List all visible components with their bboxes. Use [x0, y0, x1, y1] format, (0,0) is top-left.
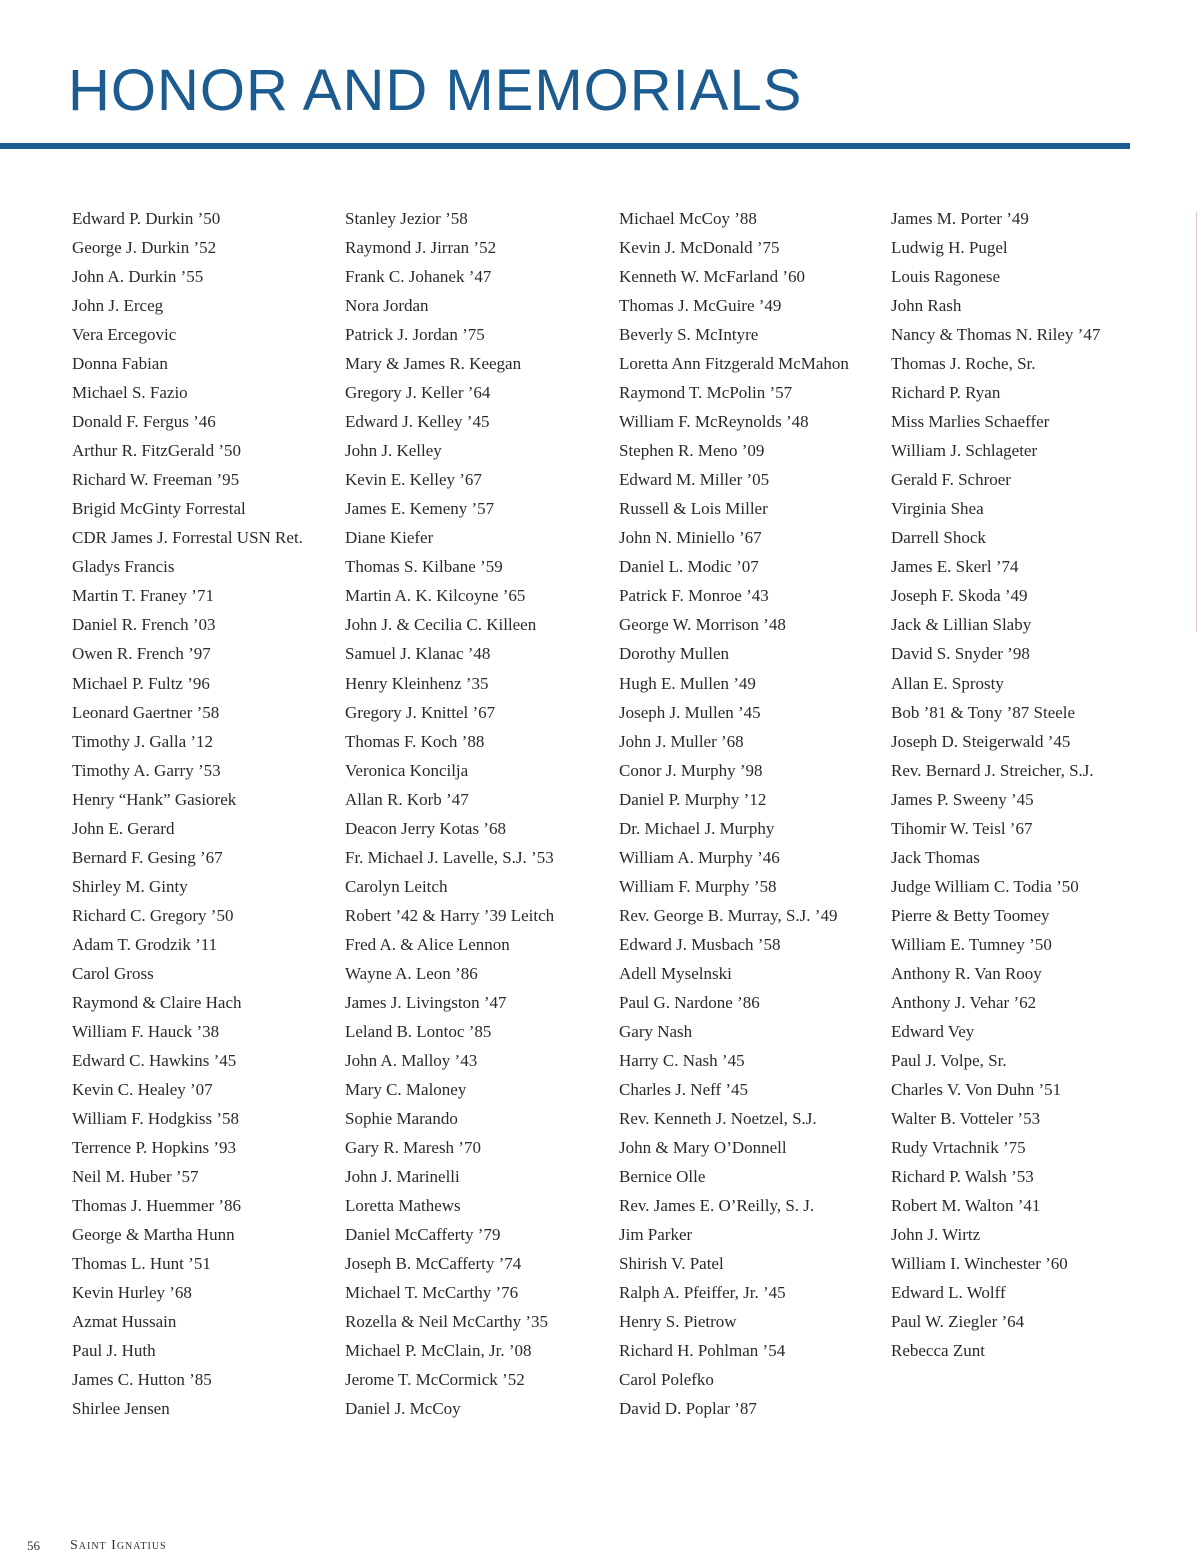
- honoree-name: William F. Murphy ’58: [619, 876, 777, 896]
- honoree-name: Stephen R. Meno ’09: [619, 441, 765, 461]
- honoree-name: Kevin E. Kelley ’67: [345, 470, 482, 490]
- honoree-name: Paul J. Huth: [72, 1341, 156, 1361]
- honoree-name: John Rash: [891, 296, 962, 316]
- honoree-name: Raymond J. Jirran ’52: [345, 238, 497, 258]
- honoree-name: Kenneth W. McFarland ’60: [619, 267, 806, 287]
- honoree-name: Judge William C. Todia ’50: [891, 876, 1079, 896]
- honoree-name: Loretta Mathews: [345, 1196, 461, 1216]
- honoree-name: Rebecca Zunt: [891, 1341, 985, 1361]
- honoree-name: Allan R. Korb ’47: [345, 789, 469, 809]
- honoree-name: Brigid McGinty Forrestal: [72, 499, 246, 519]
- honoree-name: James E. Skerl ’74: [891, 557, 1019, 577]
- honoree-name: William A. Murphy ’46: [619, 847, 780, 867]
- honoree-name: Russell & Lois Miller: [619, 499, 768, 519]
- honoree-name: Robert ’42 & Harry ’39 Leitch: [345, 905, 555, 925]
- honoree-name: David D. Poplar ’87: [619, 1399, 757, 1419]
- honoree-name: Joseph D. Steigerwald ’45: [891, 731, 1071, 751]
- honoree-name: Richard W. Freeman ’95: [72, 470, 240, 490]
- honoree-name: Carolyn Leitch: [345, 876, 448, 896]
- honoree-name: CDR James J. Forrestal USN Ret.: [72, 528, 303, 548]
- honoree-name: Edward Vey: [891, 1021, 975, 1041]
- honoree-name: Richard H. Pohlman ’54: [619, 1341, 786, 1361]
- honoree-name: Thomas S. Kilbane ’59: [345, 557, 503, 577]
- honoree-name: Timothy A. Garry ’53: [72, 760, 221, 780]
- honoree-name: Carol Polefko: [619, 1370, 714, 1390]
- honoree-name: Fred A. & Alice Lennon: [345, 934, 510, 954]
- honoree-name: Martin T. Franey ’71: [72, 586, 214, 606]
- honoree-name: Edward M. Miller ’05: [619, 470, 770, 490]
- honoree-name: Walter B. Votteler ’53: [891, 1108, 1041, 1128]
- honoree-name: Darrell Shock: [891, 528, 986, 548]
- honoree-name: Michael T. McCarthy ’76: [345, 1283, 519, 1303]
- honoree-name: Louis Ragonese: [891, 267, 1001, 287]
- honoree-name: Kevin Hurley ’68: [72, 1283, 192, 1303]
- honoree-name: Conor J. Murphy ’98: [619, 760, 763, 780]
- honoree-name: James J. Livingston ’47: [345, 992, 507, 1012]
- honoree-name: William F. Hauck ’38: [72, 1021, 220, 1041]
- honoree-name: Miss Marlies Schaeffer: [891, 412, 1050, 432]
- honoree-name: Charles V. Von Duhn ’51: [891, 1079, 1062, 1099]
- honoree-name: Jim Parker: [619, 1225, 693, 1245]
- honoree-name: John J. Kelley: [345, 441, 442, 461]
- honoree-name: Diane Kiefer: [345, 528, 434, 548]
- honoree-name: Edward C. Hawkins ’45: [72, 1050, 237, 1070]
- honoree-name: Timothy J. Galla ’12: [72, 731, 214, 751]
- honoree-name: John N. Miniello ’67: [619, 528, 762, 548]
- honoree-name: Harry C. Nash ’45: [619, 1050, 745, 1070]
- honoree-name: Rozella & Neil McCarthy ’35: [345, 1312, 549, 1332]
- honoree-name: Nora Jordan: [345, 296, 429, 316]
- honoree-name: Adam T. Grodzik ’11: [72, 934, 218, 954]
- name-column-3: [619, 204, 849, 1423]
- honoree-name: John E. Gerard: [72, 818, 175, 838]
- honoree-name: Dorothy Mullen: [619, 644, 730, 664]
- honoree-name: Thomas J. McGuire ’49: [619, 296, 782, 316]
- honoree-name: Donald F. Fergus ’46: [72, 412, 216, 432]
- page-edge-mark: [1196, 212, 1197, 632]
- honoree-name: Paul G. Nardone ’86: [619, 992, 760, 1012]
- name-column-4: [891, 204, 1100, 1365]
- honoree-name: Gerald F. Schroer: [891, 470, 1011, 490]
- honoree-name: Samuel J. Klanac ’48: [345, 644, 491, 664]
- honoree-name: John & Mary O’Donnell: [619, 1138, 787, 1157]
- honoree-name: Edward P. Durkin ’50: [72, 209, 221, 228]
- honoree-name: Gregory J. Keller ’64: [345, 383, 491, 403]
- honoree-name: William J. Schlageter: [891, 441, 1038, 461]
- honoree-name: George & Martha Hunn: [72, 1225, 235, 1245]
- honoree-name: Leonard Gaertner ’58: [72, 702, 220, 722]
- honoree-name: Bernard F. Gesing ’67: [72, 847, 223, 867]
- honoree-name: Rev. James E. O’Reilly, S. J.: [619, 1196, 815, 1216]
- honoree-name: Nancy & Thomas N. Riley ’47: [891, 325, 1101, 345]
- honoree-name: Joseph F. Skoda ’49: [891, 586, 1028, 606]
- honoree-name: Richard P. Ryan: [891, 383, 1001, 403]
- honoree-name: Stanley Jezior ’58: [345, 209, 468, 228]
- honoree-name: John J. & Cecilia C. Killeen: [345, 615, 537, 635]
- honoree-name: Raymond T. McPolin ’57: [619, 383, 793, 403]
- honoree-name: Vera Ercegovic: [72, 325, 177, 345]
- honoree-name: Donna Fabian: [72, 354, 168, 374]
- honoree-name: Daniel J. McCoy: [345, 1399, 461, 1419]
- page-number: 56: [27, 1538, 40, 1553]
- honoree-name: Virginia Shea: [891, 499, 984, 519]
- honoree-name: Kevin C. Healey ’07: [72, 1079, 213, 1099]
- page-title: HONOR AND MEMORIALS: [68, 58, 803, 123]
- honoree-name: George W. Morrison ’48: [619, 615, 786, 635]
- honoree-name: Adell Myselnski: [619, 963, 732, 983]
- honoree-name: Mary & James R. Keegan: [345, 354, 522, 374]
- honoree-name: Shirley M. Ginty: [72, 876, 188, 896]
- honoree-name: John J. Muller ’68: [619, 731, 744, 751]
- honoree-name: George J. Durkin ’52: [72, 238, 217, 258]
- honoree-name: Michael McCoy ’88: [619, 209, 757, 228]
- honoree-name: Daniel McCafferty ’79: [345, 1225, 501, 1245]
- honoree-name: Allan E. Sprosty: [891, 673, 1004, 693]
- honoree-name: Hugh E. Mullen ’49: [619, 673, 756, 693]
- honoree-name: Jerome T. McCormick ’52: [345, 1370, 525, 1390]
- honoree-name: Anthony R. Van Rooy: [891, 963, 1042, 983]
- honoree-name: Beverly S. McIntyre: [619, 325, 759, 345]
- honoree-name: Michael S. Fazio: [72, 383, 188, 403]
- name-column-2: [345, 204, 554, 1423]
- honoree-name: Henry S. Pietrow: [619, 1312, 737, 1332]
- honoree-name: Patrick J. Jordan ’75: [345, 325, 485, 345]
- honoree-name: Sophie Marando: [345, 1108, 458, 1128]
- publication-name: Saint Ignatius: [70, 1538, 167, 1553]
- honoree-name: Shirish V. Patel: [619, 1254, 724, 1274]
- honoree-name: Loretta Ann Fitzgerald McMahon: [619, 354, 849, 374]
- honoree-name: Dr. Michael J. Murphy: [619, 818, 775, 838]
- honoree-name: Daniel R. French ’03: [72, 615, 216, 635]
- honoree-name: Bob ’81 & Tony ’87 Steele: [891, 702, 1076, 722]
- honoree-name: Henry Kleinhenz ’35: [345, 673, 489, 693]
- honoree-name: James E. Kemeny ’57: [345, 499, 495, 519]
- honoree-name: Michael P. McClain, Jr. ’08: [345, 1341, 532, 1361]
- honoree-name: Daniel P. Murphy ’12: [619, 789, 767, 809]
- honoree-name: Rev. Kenneth J. Noetzel, S.J.: [619, 1108, 817, 1128]
- honoree-name: David S. Snyder ’98: [891, 644, 1030, 664]
- honoree-name: Gregory J. Knittel ’67: [345, 702, 496, 722]
- honoree-name: Kevin J. McDonald ’75: [619, 238, 780, 258]
- honoree-name: Mary C. Maloney: [345, 1079, 467, 1099]
- honoree-name: Edward L. Wolff: [891, 1283, 1006, 1303]
- honoree-name: Gary R. Maresh ’70: [345, 1138, 481, 1157]
- honoree-name: Robert M. Walton ’41: [891, 1196, 1041, 1216]
- honoree-name: Rev. George B. Murray, S.J. ’49: [619, 905, 838, 925]
- honoree-name: Arthur R. FitzGerald ’50: [72, 441, 242, 461]
- honoree-name: Neil M. Huber ’57: [72, 1167, 199, 1187]
- honoree-name: Raymond & Claire Hach: [72, 992, 242, 1012]
- honoree-name: Henry “Hank” Gasiorek: [72, 789, 237, 809]
- honoree-name: Azmat Hussain: [72, 1312, 177, 1332]
- page-footer: [0, 1538, 400, 1558]
- honoree-name: Jack & Lillian Slaby: [891, 615, 1032, 635]
- honoree-name: Thomas L. Hunt ’51: [72, 1254, 211, 1274]
- honoree-name: Patrick F. Monroe ’43: [619, 586, 769, 606]
- honoree-name: Terrence P. Hopkins ’93: [72, 1138, 237, 1157]
- honoree-name: William I. Winchester ’60: [891, 1254, 1068, 1274]
- honoree-name: John J. Erceg: [72, 296, 164, 316]
- honoree-name: Michael P. Fultz ’96: [72, 673, 210, 693]
- honoree-name: Thomas J. Huemmer ’86: [72, 1196, 242, 1216]
- honoree-name: Ralph A. Pfeiffer, Jr. ’45: [619, 1283, 786, 1303]
- honoree-name: Tihomir W. Teisl ’67: [891, 818, 1033, 838]
- honoree-name: Leland B. Lontoc ’85: [345, 1021, 492, 1041]
- honoree-name: Gary Nash: [619, 1021, 693, 1041]
- honoree-name: Thomas F. Koch ’88: [345, 731, 485, 751]
- honoree-name: Carol Gross: [72, 963, 154, 983]
- honoree-name: Wayne A. Leon ’86: [345, 963, 478, 983]
- honoree-name: Martin A. K. Kilcoyne ’65: [345, 586, 526, 606]
- honoree-name: John J. Wirtz: [891, 1225, 981, 1245]
- honoree-name: William F. Hodgkiss ’58: [72, 1108, 240, 1128]
- honoree-name: Daniel L. Modic ’07: [619, 557, 759, 577]
- honoree-name: Pierre & Betty Toomey: [891, 905, 1050, 925]
- honoree-name: John A. Durkin ’55: [72, 267, 204, 287]
- honoree-name: William E. Tumney ’50: [891, 934, 1052, 954]
- title-rule: [0, 143, 1130, 149]
- honoree-name: Veronica Koncilja: [345, 760, 469, 780]
- honoree-name: Joseph B. McCafferty ’74: [345, 1254, 522, 1274]
- honoree-name: Thomas J. Roche, Sr.: [891, 354, 1036, 374]
- honoree-name: Paul J. Volpe, Sr.: [891, 1050, 1007, 1070]
- honoree-name: Shirlee Jensen: [72, 1399, 170, 1419]
- honoree-name: Rev. Bernard J. Streicher, S.J.: [891, 760, 1094, 780]
- honoree-name: Edward J. Musbach ’58: [619, 934, 781, 954]
- honoree-name: Deacon Jerry Kotas ’68: [345, 818, 506, 838]
- honoree-name: James M. Porter ’49: [891, 209, 1029, 228]
- honoree-name: Paul W. Ziegler ’64: [891, 1312, 1025, 1332]
- honoree-name: Gladys Francis: [72, 557, 175, 577]
- honoree-name: Joseph J. Mullen ’45: [619, 702, 761, 722]
- honoree-name: John J. Marinelli: [345, 1167, 460, 1187]
- honoree-name: Bernice Olle: [619, 1167, 706, 1187]
- honoree-name: Rudy Vrtachnik ’75: [891, 1138, 1026, 1157]
- honoree-name: Jack Thomas: [891, 847, 980, 867]
- honoree-name: Edward J. Kelley ’45: [345, 412, 490, 432]
- honoree-name: William F. McReynolds ’48: [619, 412, 809, 432]
- honoree-name: Richard C. Gregory ’50: [72, 905, 234, 925]
- honoree-name: John A. Malloy ’43: [345, 1050, 478, 1070]
- honoree-name: Charles J. Neff ’45: [619, 1079, 749, 1099]
- honoree-name: James P. Sweeny ’45: [891, 789, 1034, 809]
- honoree-name: Owen R. French ’97: [72, 644, 211, 664]
- honoree-name: Fr. Michael J. Lavelle, S.J. ’53: [345, 847, 554, 867]
- honoree-name: Anthony J. Vehar ’62: [891, 992, 1037, 1012]
- honoree-name: Ludwig H. Pugel: [891, 238, 1008, 258]
- honoree-name: Richard P. Walsh ’53: [891, 1167, 1034, 1187]
- honoree-name: Frank C. Johanek ’47: [345, 267, 492, 287]
- honoree-name: James C. Hutton ’85: [72, 1370, 212, 1390]
- name-column-1: [72, 204, 303, 1423]
